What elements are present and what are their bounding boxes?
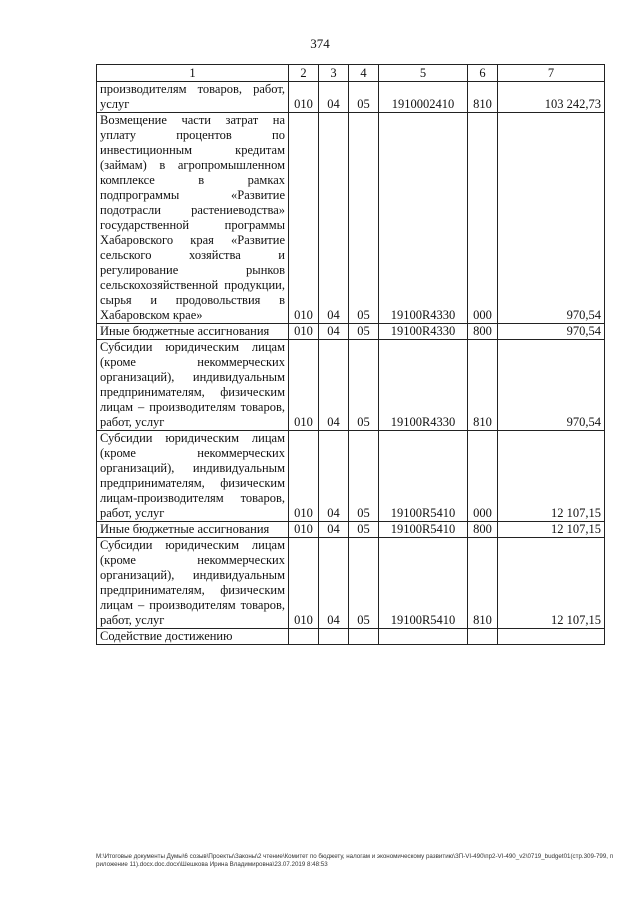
cell-amount: 970,54 (498, 340, 605, 431)
cell-ministry-code: 010 (289, 113, 319, 324)
table-header-row (97, 65, 605, 82)
column-header: 6 (468, 65, 498, 82)
cell-subsection: 05 (349, 522, 379, 538)
table-row (97, 538, 605, 629)
cell-amount (498, 629, 605, 645)
cell-subsection: 05 (349, 82, 379, 113)
cell-section: 04 (319, 431, 349, 522)
row-description: Субсидии юридическим лицам (кроме некоммерческих организаций), индивидуальным предпринимателям, физическим лицам – производителям товаров, работ, услуг (97, 538, 289, 629)
cell-section: 04 (319, 82, 349, 113)
cell-expense-type: 800 (468, 324, 498, 340)
row-description: Возмещение части затрат на уплату процентов по инвестиционным кредитам (займам) в агропромышленном комплексе в рамках подпрограммы «Развитие подотрасли растениеводства» государственной программы Хабаровского края «Развитие сельского хозяйства и регулирование рынков сельскохозяйственной продукции, сырья и продовольствия в Хабаровском крае» (97, 113, 289, 324)
cell-expense-type: 000 (468, 431, 498, 522)
cell-amount: 103 242,73 (498, 82, 605, 113)
cell-amount: 970,54 (498, 113, 605, 324)
cell-target-article: 19100R5410 (379, 538, 468, 629)
row-description: Содействие достижению (97, 629, 289, 645)
cell-section (319, 629, 349, 645)
file-path-footer: M:\Итоговые документы Думы\6 созыв\Проекты\Законы\2 чтение\Комитет по бюджету, налогам и экономическому развитию\ЗП-VI-490\пр2-VI-490_v2\0719_budget01(стр.309-799, приложение 11).docx.doc.docx\Шешкова Ирина Владимировна\23.07.2019 8:48:53 (96, 853, 614, 868)
cell-target-article: 1910002410 (379, 82, 468, 113)
cell-expense-type: 800 (468, 522, 498, 538)
cell-ministry-code: 010 (289, 82, 319, 113)
cell-target-article (379, 629, 468, 645)
cell-target-article: 19100R4330 (379, 340, 468, 431)
table-row (97, 431, 605, 522)
cell-section: 04 (319, 538, 349, 629)
cell-expense-type: 000 (468, 113, 498, 324)
cell-section: 04 (319, 340, 349, 431)
row-description: Иные бюджетные ассигнования (97, 522, 289, 538)
cell-subsection: 05 (349, 324, 379, 340)
cell-target-article: 19100R5410 (379, 431, 468, 522)
cell-target-article: 19100R5410 (379, 522, 468, 538)
cell-target-article: 19100R4330 (379, 113, 468, 324)
cell-amount: 12 107,15 (498, 538, 605, 629)
table-row (97, 629, 605, 645)
cell-subsection: 05 (349, 431, 379, 522)
row-description: Субсидии юридическим лицам (кроме некоммерческих организаций), индивидуальным предпринимателям, физическим лицам – производителям товаров, работ, услуг (97, 340, 289, 431)
row-description: Иные бюджетные ассигнования (97, 324, 289, 340)
cell-ministry-code (289, 629, 319, 645)
cell-expense-type: 810 (468, 538, 498, 629)
cell-expense-type: 810 (468, 82, 498, 113)
cell-subsection: 05 (349, 538, 379, 629)
cell-amount: 12 107,15 (498, 522, 605, 538)
cell-amount: 970,54 (498, 324, 605, 340)
cell-ministry-code: 010 (289, 538, 319, 629)
table-row (97, 324, 605, 340)
cell-section: 04 (319, 522, 349, 538)
cell-target-article: 19100R4330 (379, 324, 468, 340)
cell-ministry-code: 010 (289, 340, 319, 431)
column-header: 4 (349, 65, 379, 82)
column-header: 5 (379, 65, 468, 82)
column-header: 7 (498, 65, 605, 82)
table-row (97, 340, 605, 431)
cell-expense-type: 810 (468, 340, 498, 431)
cell-subsection: 05 (349, 340, 379, 431)
cell-ministry-code: 010 (289, 324, 319, 340)
cell-section: 04 (319, 324, 349, 340)
table-row (97, 82, 605, 113)
cell-ministry-code: 010 (289, 522, 319, 538)
column-header: 1 (97, 65, 289, 82)
table-row (97, 522, 605, 538)
cell-subsection: 05 (349, 113, 379, 324)
row-description: Субсидии юридическим лицам (кроме некоммерческих организаций), индивидуальным предпринимателям, физическим лицам-производителям товаров, работ, услуг (97, 431, 289, 522)
cell-ministry-code: 010 (289, 431, 319, 522)
row-description: производителям товаров, работ, услуг (97, 82, 289, 113)
column-header: 3 (319, 65, 349, 82)
page-number: 374 (310, 36, 330, 51)
table-row (97, 113, 605, 324)
budget-table (96, 64, 605, 645)
column-header: 2 (289, 65, 319, 82)
cell-amount: 12 107,15 (498, 431, 605, 522)
cell-subsection (349, 629, 379, 645)
cell-section: 04 (319, 113, 349, 324)
cell-expense-type (468, 629, 498, 645)
